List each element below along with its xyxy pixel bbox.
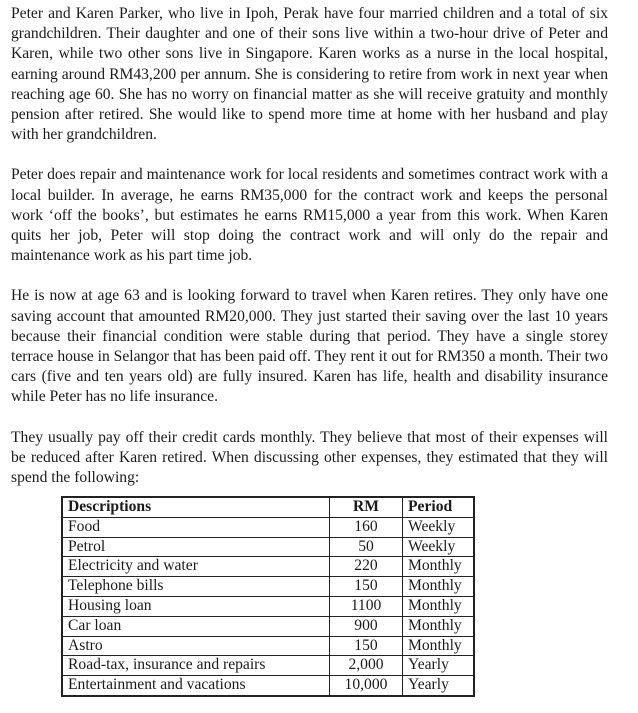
row-period: Monthly <box>403 577 475 597</box>
row-amount: 50 <box>330 537 403 557</box>
table-row <box>62 537 474 557</box>
row-period: Weekly <box>403 517 475 537</box>
row-amount: 900 <box>330 616 403 636</box>
row-period: Monthly <box>403 616 475 636</box>
row-amount: 2,000 <box>330 656 403 676</box>
row-description: Food <box>62 517 330 537</box>
row-description: Road-tax, insurance and repairs <box>62 656 330 676</box>
row-amount: 10,000 <box>330 676 403 696</box>
header-descriptions: Descriptions <box>62 497 330 517</box>
header-rm: RM <box>330 497 403 517</box>
row-period: Yearly <box>403 656 475 676</box>
row-description: Astro <box>62 636 330 656</box>
row-description: Telephone bills <box>62 577 330 597</box>
row-period: Monthly <box>403 636 475 656</box>
table-header-row <box>62 497 474 517</box>
expense-table <box>61 496 475 697</box>
row-amount: 150 <box>330 577 403 597</box>
paragraph-peter-work: Peter does repair and maintenance work for local residents and sometimes contract work with a local builder. In average, he earns RM35,000 for the contract work and keeps the personal work ‘off the books’, but estimates he earns RM15,000 a year from this work. When Karen quits her job, Peter will stop doing the contract work and will only do the repair and maintenance work as his part time job. <box>11 166 608 265</box>
table-row <box>62 557 474 577</box>
row-amount: 150 <box>330 636 403 656</box>
row-description: Entertainment and vacations <box>62 676 330 696</box>
row-description: Car loan <box>62 616 330 636</box>
table-row <box>62 577 474 597</box>
table-row <box>62 616 474 636</box>
paragraph-family-background: Peter and Karen Parker, who live in Ipoh, Perak have four married children and a total of six grandchildren. Their daughter and one of their sons live within a two-hour drive of Peter and Karen, while two other sons live in Singapore. Karen works as a nurse in the local hospital, earning around RM43,200 per annum. She is considering to retire from work in next year when reaching age 60. She has no worry on financial matter as she will receive gratuity and monthly pension after retired. She would like to spend more time at home with her husband and play with her grandchildren. <box>11 5 608 144</box>
row-period: Weekly <box>403 537 475 557</box>
table-row <box>62 517 474 537</box>
table-row <box>62 676 474 696</box>
row-amount: 1100 <box>330 596 403 616</box>
table-row <box>62 656 474 676</box>
row-period: Monthly <box>403 557 475 577</box>
row-description: Petrol <box>62 537 330 557</box>
row-period: Yearly <box>403 676 475 696</box>
paragraph-savings-assets: He is now at age 63 and is looking forward to travel when Karen retires. They only have one saving account that amounted RM20,000. They just started their saving over the last 10 years because their financial condition were stable during that period. They have a single storey terrace house in Selangor that has been paid off. They rent it out for RM350 a month. Their two cars (five and ten years old) are fully insured. Karen has life, health and disability insurance while Peter has no life insurance. <box>11 287 608 406</box>
document-body <box>11 4 608 488</box>
row-amount: 220 <box>330 557 403 577</box>
table-row <box>62 596 474 616</box>
row-description: Electricity and water <box>62 557 330 577</box>
row-amount: 160 <box>330 517 403 537</box>
header-period: Period <box>403 497 475 517</box>
row-description: Housing loan <box>62 596 330 616</box>
paragraph-expenses-intro: They usually pay off their credit cards monthly. They believe that most of their expenses will be reduced after Karen retired. When discussing other expenses, they estimated that they will spend the following: <box>11 428 608 487</box>
row-period: Monthly <box>403 596 475 616</box>
table-row <box>62 636 474 656</box>
